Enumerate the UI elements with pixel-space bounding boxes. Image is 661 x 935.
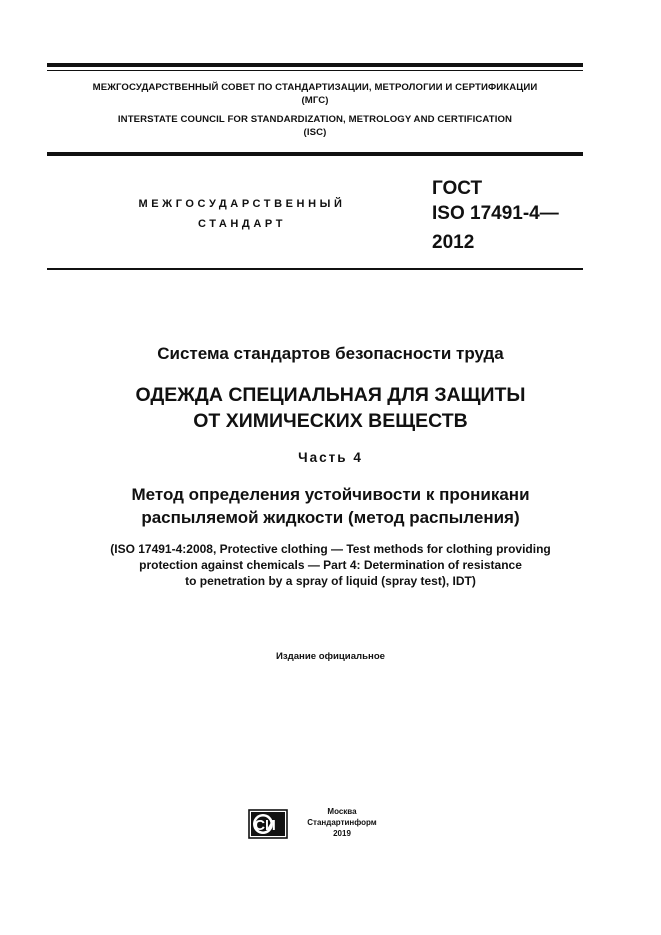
top-rule-thin [47,70,583,71]
svg-text:СИ: СИ [254,817,276,834]
iso-reference-line2: protection against chemicals — Part 4: Determination of resistance [139,558,522,572]
standard-type-line2: СТАНДАРТ [197,218,287,230]
council-ru-line1: МЕЖГОСУДАРСТВЕННЫЙ СОВЕТ ПО СТАНДАРТИЗАЦИИ, МЕТРОЛОГИИ И СЕРТИФИКАЦИИ [92,82,538,93]
title-line1: ОДЕЖДА СПЕЦИАЛЬНАЯ ДЛЯ ЗАЩИТЫ [135,384,526,406]
publisher-city: Москва [327,807,357,816]
iso-reference-line3: to penetration by a spray of liquid (spray test), IDT) [185,574,476,588]
council-ru-line2: (МГС) [301,95,329,106]
part-number: Часть 4 [298,450,363,465]
publisher-name: Стандартинформ [307,818,377,827]
publisher-year: 2019 [333,829,351,838]
designation-rule [47,268,583,270]
gost-line3: 2012 [432,232,475,253]
series-title: Система стандартов безопасности труда [157,344,504,363]
standard-type-line1: МЕЖГОСУДАРСТВЕННЫЙ [138,198,346,210]
gost-line2: ISO 17491-4— [432,203,559,224]
gost-line1: ГОСТ [432,178,483,199]
council-en-line2: (ISC) [303,127,327,138]
subtitle-line2: распыляемой жидкости (метод распыления) [141,508,520,527]
subtitle-line1: Метод определения устойчивости к проникани [131,485,530,504]
standartinform-logo [248,809,288,839]
title-line2: ОТ ХИМИЧЕСКИХ ВЕЩЕСТВ [193,410,468,432]
header-rule [47,152,583,156]
edition-label: Издание официальное [275,651,386,662]
iso-reference-line1: (ISO 17491-4:2008, Protective clothing — Test methods for clothing providing [110,542,551,556]
top-rule-thick [47,63,583,67]
council-en-line1: INTERSTATE COUNCIL FOR STANDARDIZATION, METROLOGY AND CERTIFICATION [117,114,513,125]
